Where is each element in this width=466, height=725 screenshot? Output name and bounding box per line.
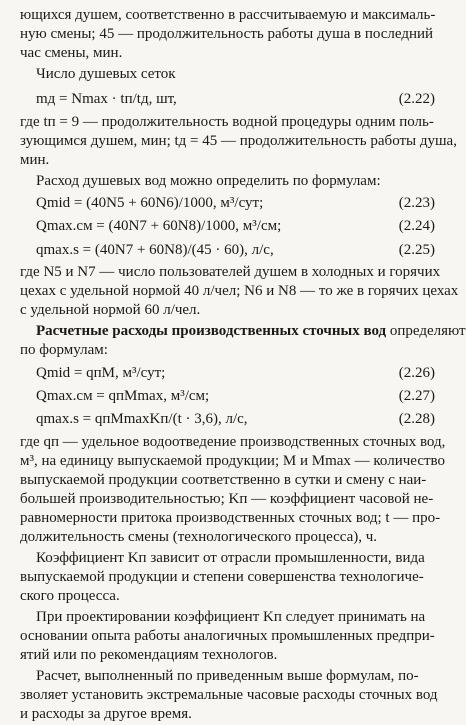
equation-formula: mд = Nmax · tп/tд, шт, — [36, 91, 177, 107]
text-line: с удельной нормой 60 л/чел. — [20, 302, 201, 318]
text-line: м³, на единицу выпускаемой продукции; M и Mmax — количество — [20, 453, 446, 469]
text-line: ятий или по рекомендациям технологов. — [20, 647, 278, 663]
text-line: где tп = 9 — продолжительность водной процедуры одним поль- — [20, 114, 434, 130]
text-line: зволяет установить экстремальные часовые расходы сточных вод — [20, 687, 438, 703]
text-line: где qп — удельное водоотведение производственных сточных вод, — [20, 434, 446, 450]
text-line: выпускаемой продукции и степени совершенства технологиче- — [20, 569, 424, 585]
equation-formula: qmax.s = qпMmaxKп/(t · 3,6), л/с, — [36, 411, 248, 427]
text-line: по формулам: — [20, 342, 108, 358]
text-line: час смены, мин. — [20, 45, 123, 61]
equation-number: (2.22) — [398, 91, 435, 107]
equation-formula: Qmid = qпM, м³/сут; — [36, 365, 166, 381]
text-line: и расходы за другое время. — [20, 706, 192, 722]
text-line: зующимся душем, мин; tд = 45 — продолжительность работы душа, — [20, 133, 457, 149]
equation-formula: Qmax.см = (40N7 + 60N8)/1000, м³/см; — [36, 218, 282, 234]
equation-number: (2.27) — [398, 388, 435, 404]
equation-number: (2.26) — [398, 365, 435, 381]
text-line: ского процесса. — [20, 588, 120, 604]
equation-formula: Qmid = (40N5 + 60N6)/1000, м³/сут; — [36, 195, 264, 211]
text-line: Расчет, выполненный по приведенным выше формулам, по- — [36, 668, 419, 684]
section-heading-bold: Расчетные расходы производственных сточных вод — [36, 323, 387, 339]
text-line: выпускаемой продукции соответственно в сутки и смену с наи- — [20, 472, 427, 488]
text-line: Коэффициент Kп зависит от отрасли промышленности, вида — [36, 550, 425, 566]
equation-formula: Qmax.см = qпMmax, м³/см; — [36, 388, 210, 404]
equation-number: (2.23) — [398, 195, 435, 211]
text-line: где N5 и N7 — число пользователей душем в холодных и горячих — [20, 264, 441, 280]
text-line: Расход душевых вод можно определить по формулам: — [36, 173, 381, 189]
text-line: равномерности притока производственных сточных вод; t — про- — [20, 510, 441, 526]
equation-number: (2.28) — [398, 411, 435, 427]
text-line: ную смены; 45 — продолжительность работы душа в последний — [20, 26, 434, 42]
text-line: мин. — [20, 152, 50, 168]
text-line: ющихся душем, соответственно в рассчитываемую и максималь- — [20, 7, 436, 23]
equation-formula: qmax.s = (40N7 + 60N8)/(45 · 60), л/с, — [36, 242, 274, 258]
equation-number: (2.24) — [398, 218, 435, 234]
text-line: должительность смены (технологического процесса), ч. — [20, 529, 378, 545]
equation-number: (2.25) — [398, 242, 435, 258]
text-line: цехах с удельной нормой 40 л/чел; N6 и N8 — то же в горячих цехах — [20, 283, 459, 299]
text-line: Число душевых сеток — [36, 66, 176, 82]
text-line: При проектировании коэффициент Kп следует принимать на — [36, 609, 426, 625]
section-heading-rest: определяют — [386, 323, 466, 339]
text-line: основании опыта работы аналогичных промышленных предпри- — [20, 628, 435, 644]
section-heading — [36, 322, 466, 340]
text-line: большей производительностью; Kп — коэффициент часовой не- — [20, 491, 434, 507]
